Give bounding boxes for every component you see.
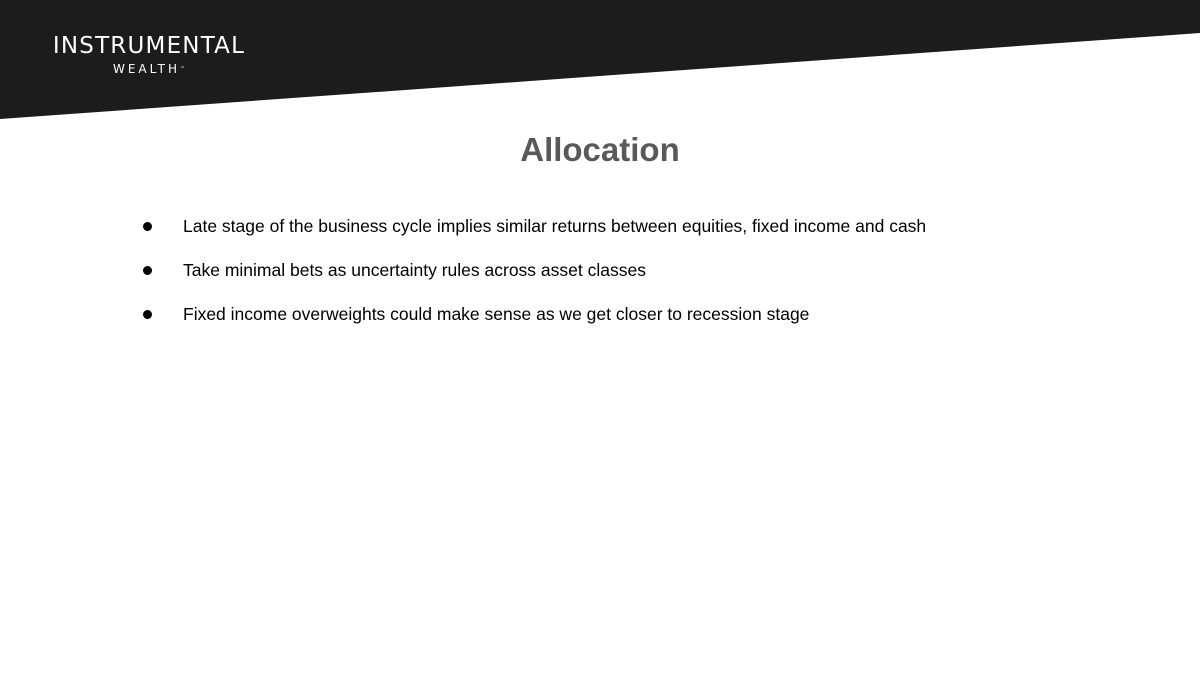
trademark-symbol: ™	[180, 66, 186, 72]
brand-logo	[40, 32, 258, 76]
bullet-item	[140, 213, 1140, 257]
bullet-item	[140, 301, 1140, 345]
bullet-text: Late stage of the business cycle implies similar returns between equities, fixed income and cash	[183, 216, 927, 236]
slide-title: Allocation	[520, 131, 680, 168]
bullet-text: Fixed income overweights could make sense as we get closer to recession stage	[183, 304, 810, 324]
brand-subname-line	[40, 62, 258, 76]
bullet-dot-icon	[143, 266, 152, 275]
brand-name: INSTRUMENTAL	[52, 33, 246, 59]
bullet-list	[140, 213, 1140, 345]
brand-subname: WEALTH	[112, 62, 181, 76]
bullet-dot-icon	[143, 222, 152, 231]
bullet-dot-icon	[143, 310, 152, 319]
bullet-item	[140, 257, 1140, 301]
bullet-text: Take minimal bets as uncertainty rules across asset classes	[183, 260, 646, 280]
